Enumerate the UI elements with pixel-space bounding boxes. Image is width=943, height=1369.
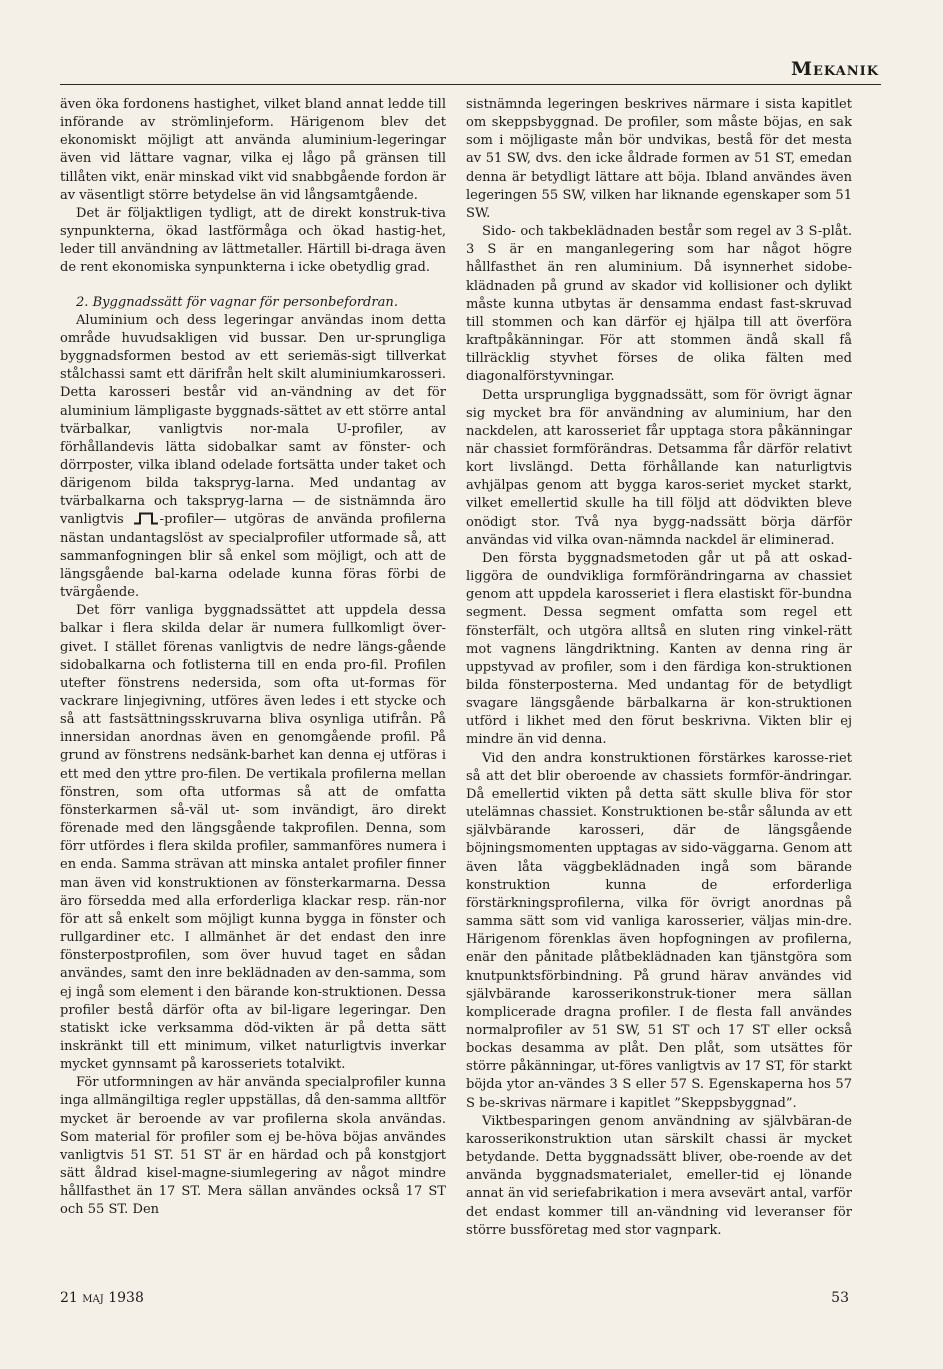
hat-profile-icon <box>133 512 159 525</box>
date-month: maj <box>82 1290 104 1306</box>
paragraph: Detta ursprungliga byggnadssätt, som för övrigt ägnar sig mycket bra för användning av aluminium, har den nackdelen, att karosseriet får upptaga stora påkänningar när chassiet formförändras. Detsamma får därför relativt kort livslängd. Detta förhållande kan naturligtvis avhjälpas genom att bygga karos-seriet mycket starkt, vilket emellertid skulle ha till följd att dödvikten bleve onödigt stor. Två nya bygg-nadssätt börja därför användas vid vilka ovan-nämnda nackdel är eliminerad. <box>466 387 852 548</box>
footer-date <box>60 1290 144 1306</box>
paragraph: Sido- och takbeklädnaden består som regel av 3 S-plåt. 3 S är en manganlegering som har något högre hållfasthet än ren aluminium. Då isynnerhet sidobe-klädnaden på grund av skador vid kollisioner och dylikt måste kunna utbytas är densamma endast fast-skruvad till stommen och kan därför ej hjälpa till att överföra kraftpåkänningar. För att stommen ändå skall få tillräcklig styvhet förses de olika fälten med diagonalförstyvningar. <box>466 224 852 385</box>
header-rule <box>60 84 881 85</box>
section-heading: 2. Byggnadssätt för vagnar för personbefordran. <box>76 294 398 310</box>
paragraph-text: -profiler— utgöras de använda profilerna nästan undantagslöst av specialprofiler utformade så, att sammanfogningen blir så enkel som möjligt, och att de längsgående bal-karna odelade kunna föras förbi de tvärgående. <box>60 512 446 601</box>
running-header: Mekanik <box>790 58 879 80</box>
paragraph: sistnämnda legeringen beskrives närmare i sista kapitlet om skeppsbyggnad. De profiler, som måste böjas, en sak som i möjligaste mån bör undvikas, bestå för det mesta av 51 SW, dvs. den icke åldrade formen av 51 ST, emedan denna är betydligt lättare att böja. Ibland användes även legeringen 55 SW, vilken har liknande egenskaper som 51 SW. <box>466 97 852 221</box>
paragraph: För utformningen av här använda specialprofiler kunna inga allmängiltiga regler uppställas, då den-samma alltför mycket är beroende av var profilerna skola användas. Som material för profiler som ej be-höva böjas användes vanligtvis 51 ST. 51 ST är en härdad och på konstgjort sätt åldrad kisel-magne-siumlegering av något mindre hållfasthet än 17 ST. Mera sällan användes också 17 ST och 55 ST. Den <box>60 1075 446 1218</box>
paragraph: även öka fordonens hastighet, vilket bland annat ledde till införande av strömlinjeform. Härigenom blev det ekonomiskt möjligt att använda aluminium-legeringar även vid lättare vagnar, vilka ej lågo på gränsen till tillåten vikt, enär minskad vikt vid snabbgående fordon är av väsentligt större betydelse än vid långsamtgående. <box>60 97 446 203</box>
paragraph: Vid den andra konstruktionen förstärkes karosse-riet så att det blir oberoende av chassiets formför-ändringar. Då emellertid vikten på detta sätt skulle bliva för stor utelämnas chassiet. Konstruktionen be-står sålunda av ett självbärande karosseri, där de längsgående böjningsmomenten upptagas av sido-väggarna. Genom att även låta väggbeklädnaden ingå som bärande konstruktion kunna de erforderliga förstärkningsprofilerna, vilka för övrigt anordnas på samma sätt som vid vanliga karosserier, väljas min-dre. Härigenom förenklas även hopfogningen av profilerna, enär den pånitade plåtbeklädnaden kan tjänstgöra som knutpunktsförbindning. På grund härav användes vid självbärande karosserikonstruk-tioner mera sällan komplicerade dragna profiler. I de flesta fall användes normalprofiler av 51 SW, 51 ST och 17 ST eller också bockas desamma av plåt. Den plåt, som utsättes för större påkänningar, ut-föres vanligtvis av 17 ST, för starkt böjda ytor an-vändes 3 S eller 57 S. Egenskaperna hos 57 S be-skrivas närmare i kapitlet ”Skeppsbyggnad”. <box>466 750 852 1111</box>
paragraph: Den första byggnadsmetoden går ut på att oskad-liggöra de oundvikliga formförändringarna av chassiet genom att uppdela karosseriet i flera elastiskt för-bundna segment. Dessa segment omfatta som regel ett fönsterfält, och utgöra alltså en sluten ring vinkel-rätt mot vagnens längdriktning. Kanten av denna ring är uppstyvad av profiler, som i den färdiga kon-struktionen bilda fönsterposterna. Med undantag för de betydligt svagare längsgående bärbalkarna är kon-struktionen utförd i likhet med den förut beskrivna. Vikten blir ej mindre än vid denna. <box>466 550 852 748</box>
paragraph: Det är följaktligen tydligt, att de direkt konstruk-tiva synpunkterna, ökad lastförmåga och ökad hastig-het, leder till användning av lättmetaller. Härtill bi-draga även de rent ekonomiska synpunkterna i icke obetydlig grad. <box>60 205 446 276</box>
paragraph: Det förr vanliga byggnadssättet att uppdela dessa balkar i flera skilda delar är numera fullkomligt över-givet. I stället förenas vanligtvis de nedre längs-gående sidobalkarna och fotlisterna till en enda pro-fil. Profilen utefter fönstrens nedersida, som ofta ut-formas för vackrare linjegivning, utföres även ledes i ett stycke och så att fastsättningsskruvarna bliva osynliga utifrån. På innersidan anordnas även en genomgående profil. På grund av fönstrens nedsänk-barhet kan denna ej utföras i ett med den yttre pro-filen. De vertikala profilerna mellan fönstren, som ofta utformas så att de omfatta fönsterkarmen så-väl ut- som invändigt, äro direkt förenade med den längsgående takprofilen. Denna, som förr utfördes i flera skilda profiler, sammanföres numera i en enda. Samma strävan att minska antalet profiler finner man även vid konstruktionen av fönsterkarmarna. Dessa äro försedda med alla erforderliga klackar resp. rän-nor för att så enkelt som möjligt kunna bygga in fönster och rullgardiner etc. I allmänhet är det endast den inre fönsterpostprofilen, som över huvud taget en sådan användes, samt den inre beklädnaden av den-samma, som ej ingå som element i den bärande kon-struktionen. Dessa profiler bestå därför ofta av bil-ligare legeringar. Den statiskt icke verksamma död-vikten är på detta sätt inskränkt till ett minimum, vilket naturligtvis inverkar mycket gynnsamt på karosseriets totalvikt. <box>60 603 446 1073</box>
date-year: 1938 <box>108 1290 144 1306</box>
date-day: 21 <box>60 1290 78 1306</box>
paragraph <box>60 312 446 603</box>
left-column <box>60 96 446 1220</box>
right-column <box>466 96 852 1240</box>
paragraph-text: Aluminium och dess legeringar användas inom detta område huvudsakligen vid bussar. Den ur-sprungliga byggnadsformen bestod av ett seriemäs-sigt tillverkat stålchassi samt ett därifrån helt skilt aluminiumkarosseri. Detta karosseri består vid an-vändning av det för aluminium lämpligaste byggnads-sättet av ett större antal tvärbalkar, vanligtvis nor-mala U-profiler, av förhållandevis lätta sidobalkar samt av fönster- och dörrposter, vilka ibland odelade fortsätta under taket och därigenom bilda takspryg-larna. Med undantag av tvärbalkarna och takspryg-larna — de sistnämnda äro vanligtvis <box>60 312 446 528</box>
paragraph: Viktbesparingen genom användning av självbäran-de karosserikonstruktion utan särskilt chassi är mycket betydande. Detta byggnadssätt bliver, obe-roende av det använda byggnadsmaterialet, emeller-tid ej lönande annat än vid seriefabrikation i mera avsevärt antal, varför det endast kommer till an-vändning vid leveranser för större bussföretag med stor vagnpark. <box>466 1113 852 1238</box>
page-number: 53 <box>831 1290 849 1306</box>
